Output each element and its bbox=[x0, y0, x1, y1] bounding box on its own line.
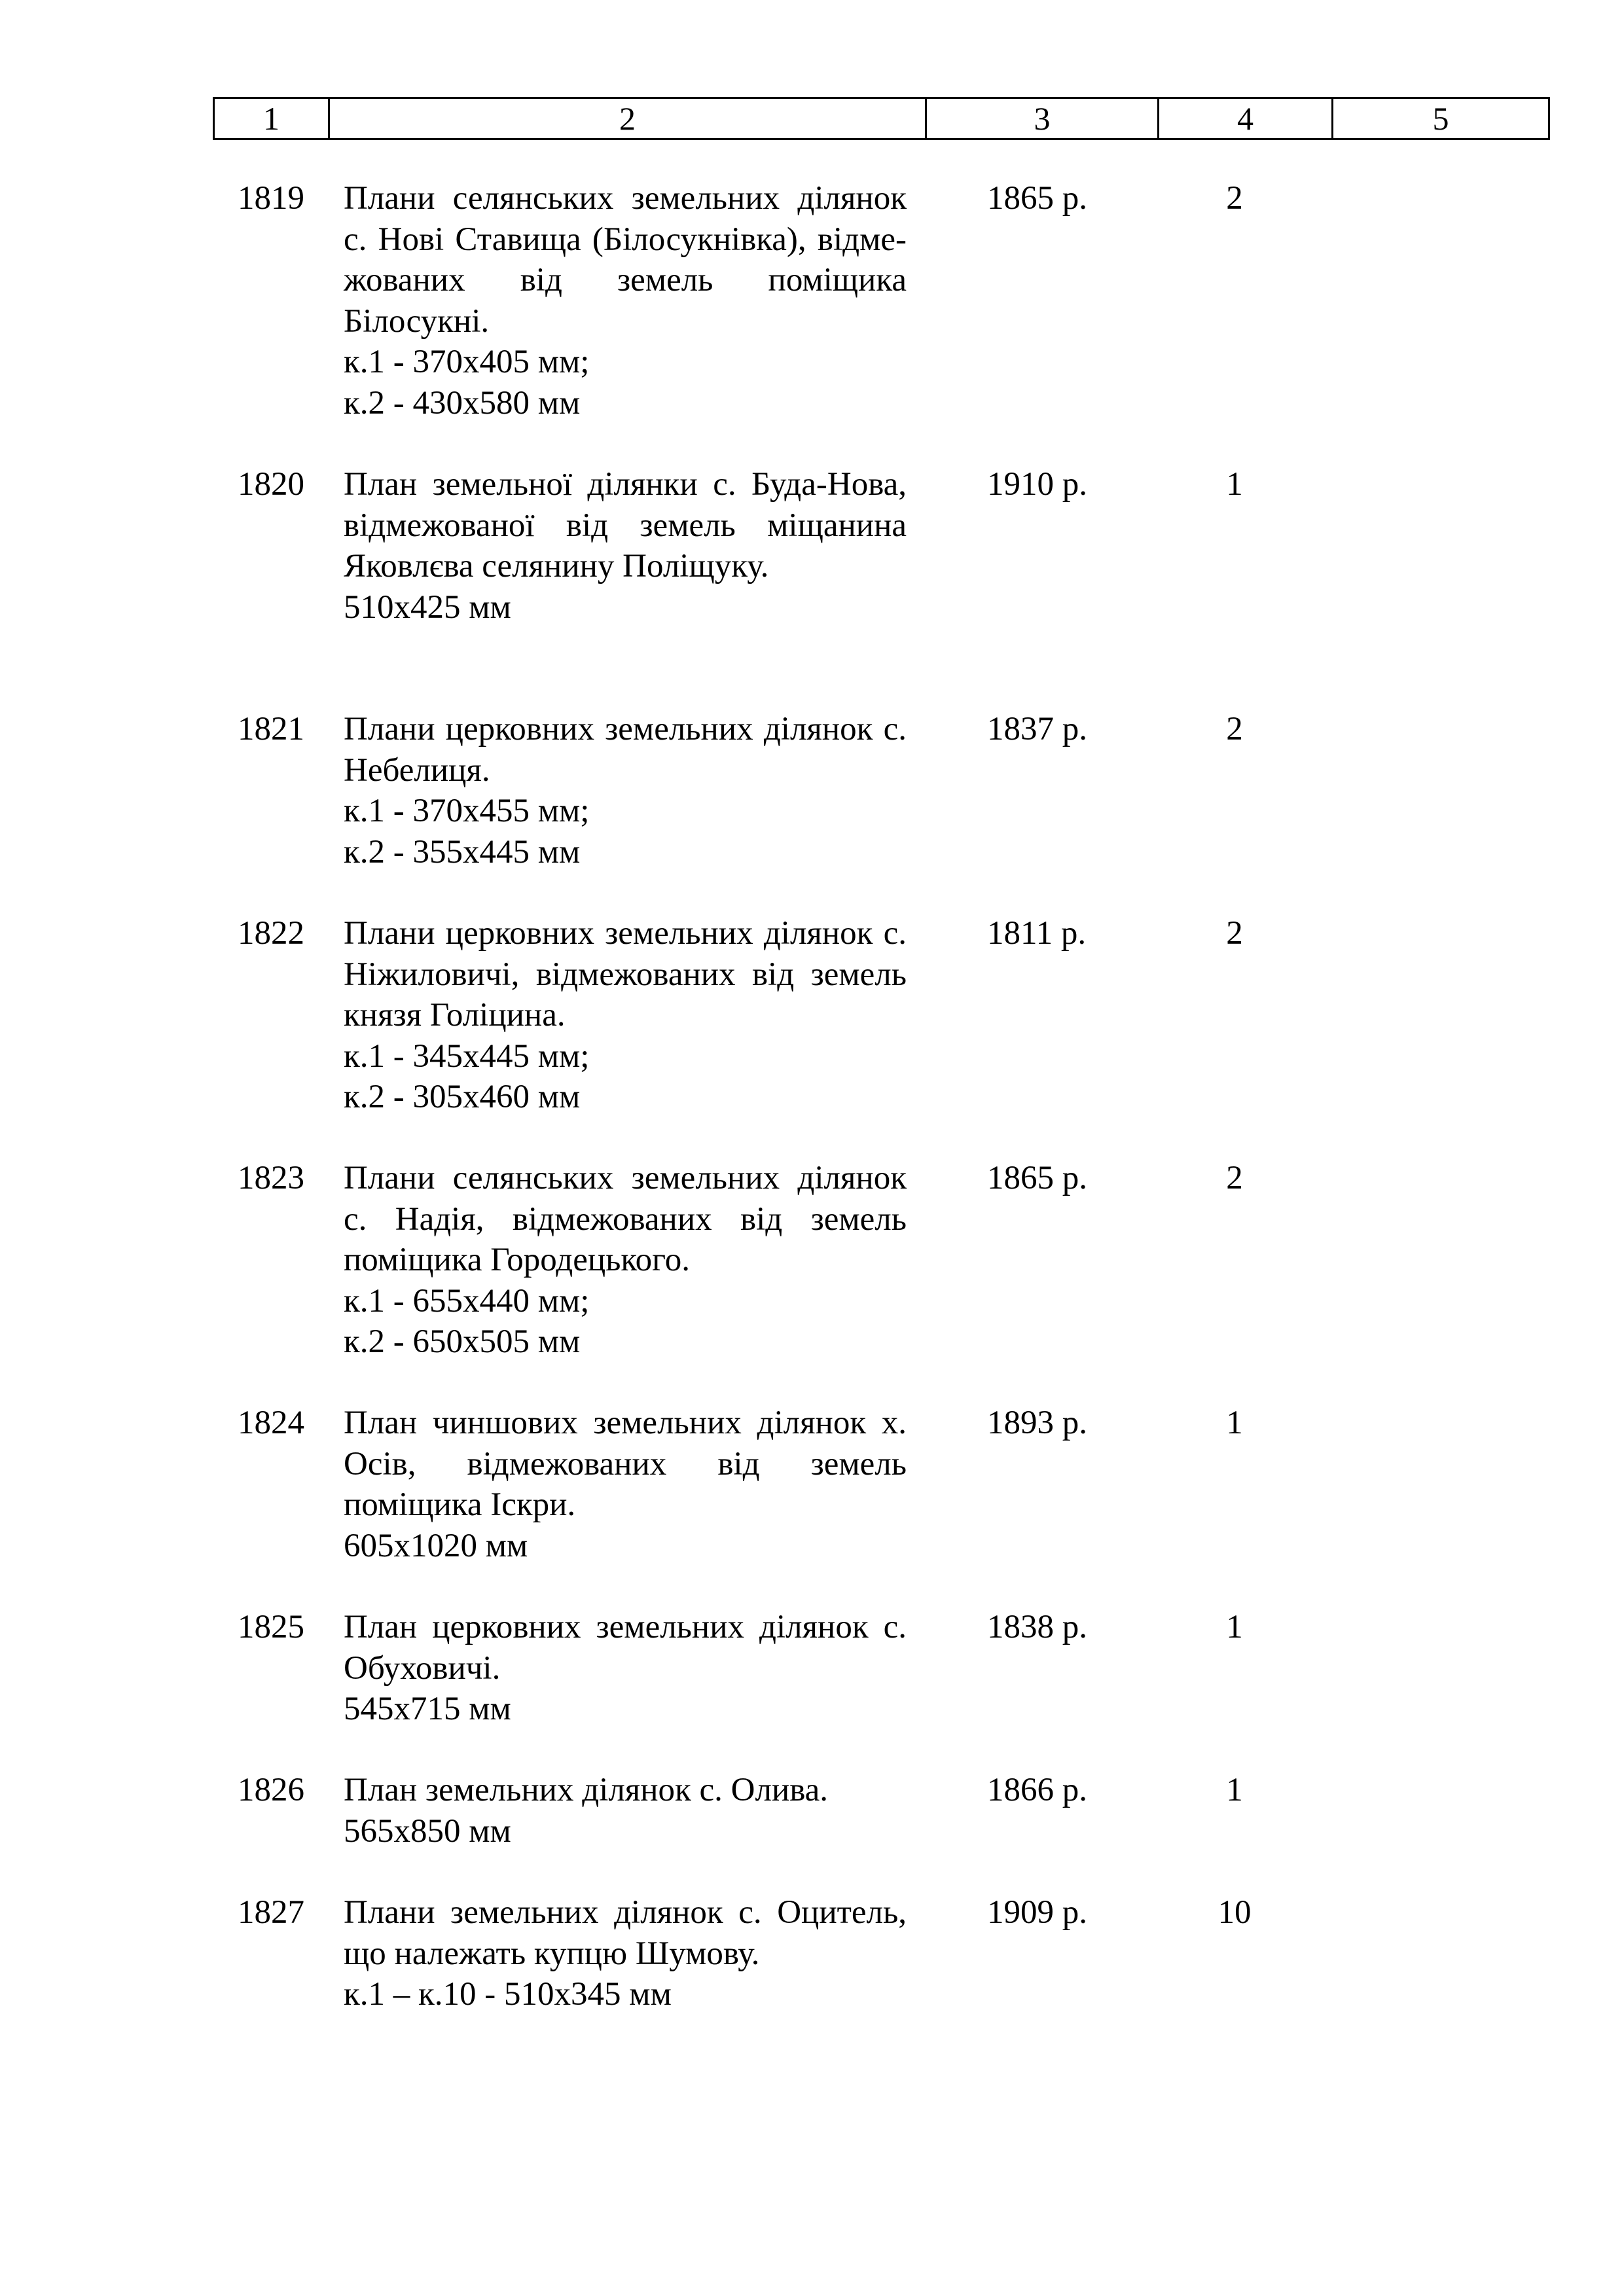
entry-count: 1 bbox=[1226, 1609, 1243, 1645]
entry-dimension: к.2 - 305х460 мм bbox=[344, 1079, 581, 1115]
entry-number: 1819 bbox=[238, 180, 304, 217]
column-header-5: 5 bbox=[1333, 98, 1549, 139]
entry-dimension: 565х850 мм bbox=[344, 1812, 511, 1850]
entry-count: 2 bbox=[1226, 915, 1243, 952]
entry-count: 1 bbox=[1226, 1405, 1243, 1441]
entry-title: Плани селянських земельних ділянок с. Надія, відмежованих від земель поміщика Городецького. bbox=[344, 1160, 907, 1278]
entry-title: Плани земельних ділянок с. Оцитель, що належать купцю Шумову. bbox=[344, 1894, 907, 1972]
entry-description bbox=[344, 1158, 907, 1363]
entry-count: 2 bbox=[1226, 1160, 1243, 1196]
entry-number: 1825 bbox=[238, 1609, 304, 1645]
entry-number: 1820 bbox=[238, 466, 304, 503]
entry-number: 1821 bbox=[238, 711, 304, 747]
entry-title: План чиншових земельних ділянок х. Осів, відмежованих від земель поміщика Іскри. bbox=[344, 1405, 907, 1523]
entry-year: 1811 р. bbox=[987, 915, 1087, 952]
entry-description bbox=[344, 1403, 907, 1566]
column-header-table bbox=[213, 97, 1550, 140]
entry-year: 1909 р. bbox=[987, 1894, 1087, 1931]
entry-count: 1 bbox=[1226, 1772, 1243, 1808]
entry-count: 10 bbox=[1218, 1894, 1252, 1931]
entry-description bbox=[344, 1607, 907, 1730]
entry-description bbox=[344, 178, 907, 423]
entry-count: 2 bbox=[1226, 180, 1243, 217]
column-header-3: 3 bbox=[926, 98, 1159, 139]
entry-year: 1865 р. bbox=[987, 180, 1087, 217]
entry-count: 1 bbox=[1226, 466, 1243, 503]
entry-dimension: к.1 - 345х445 мм; bbox=[344, 1037, 590, 1075]
entry-year: 1838 р. bbox=[987, 1609, 1087, 1645]
column-header-4: 4 bbox=[1159, 98, 1333, 139]
column-header-row bbox=[214, 98, 1549, 139]
entry-title: Плани церковних земельних ділянок с. Ніжиловичі, відмежованих від земель князя Голіцина. bbox=[344, 915, 907, 1033]
column-header-2: 2 bbox=[329, 98, 926, 139]
entry-title: План церковних земельних ділянок с. Обуховичі. bbox=[344, 1609, 907, 1687]
entry-count: 2 bbox=[1226, 711, 1243, 747]
entry-dimension: к.2 - 430х580 мм bbox=[344, 384, 581, 422]
entry-description bbox=[344, 913, 907, 1118]
column-header-1: 1 bbox=[214, 98, 329, 139]
entry-dimension: к.2 - 650х505 мм bbox=[344, 1323, 581, 1360]
entry-year: 1837 р. bbox=[987, 711, 1087, 747]
entry-dimension: к.2 - 355х445 мм bbox=[344, 833, 581, 870]
entry-dimension: к.1 – к.10 - 510х345 мм bbox=[344, 1976, 672, 2013]
entry-year: 1866 р. bbox=[987, 1772, 1087, 1808]
entry-dimension: к.1 - 370х455 мм; bbox=[344, 793, 590, 829]
entry-dimension: к.1 - 655х440 мм; bbox=[344, 1282, 590, 1319]
entry-description bbox=[344, 709, 907, 872]
entry-number: 1824 bbox=[238, 1405, 304, 1441]
entry-title: Плани церковних земельних ділянок с. Небелиця. bbox=[344, 711, 907, 789]
entry-dimension: 510х425 мм bbox=[344, 588, 511, 626]
entry-dimension: 545х715 мм bbox=[344, 1691, 511, 1727]
entry-title: План земельної ділянки с. Буда-Нова, відмежованої від земель міщанина Яковлєва селянину Поліщуку. bbox=[344, 466, 907, 584]
entry-number: 1822 bbox=[238, 915, 304, 952]
entry-title: План земельних ділянок с. Олива. bbox=[344, 1772, 829, 1808]
entry-year: 1893 р. bbox=[987, 1405, 1087, 1441]
entry-dimension: 605х1020 мм bbox=[344, 1527, 528, 1564]
entry-description bbox=[344, 464, 907, 628]
entry-description bbox=[344, 1892, 907, 2015]
entry-year: 1910 р. bbox=[987, 466, 1087, 503]
entry-dimension: к.1 - 370х405 мм; bbox=[344, 344, 590, 380]
entry-year: 1865 р. bbox=[987, 1160, 1087, 1196]
entry-title: Плани селянських земельних ділянок с. Нові Ставища (Білосукнівка), відме-жованих від земель поміщика Білосукні. bbox=[344, 180, 907, 340]
entry-number: 1823 bbox=[238, 1160, 304, 1196]
entry-number: 1826 bbox=[238, 1772, 304, 1808]
entry-number: 1827 bbox=[238, 1894, 304, 1931]
entry-description bbox=[344, 1770, 907, 1852]
